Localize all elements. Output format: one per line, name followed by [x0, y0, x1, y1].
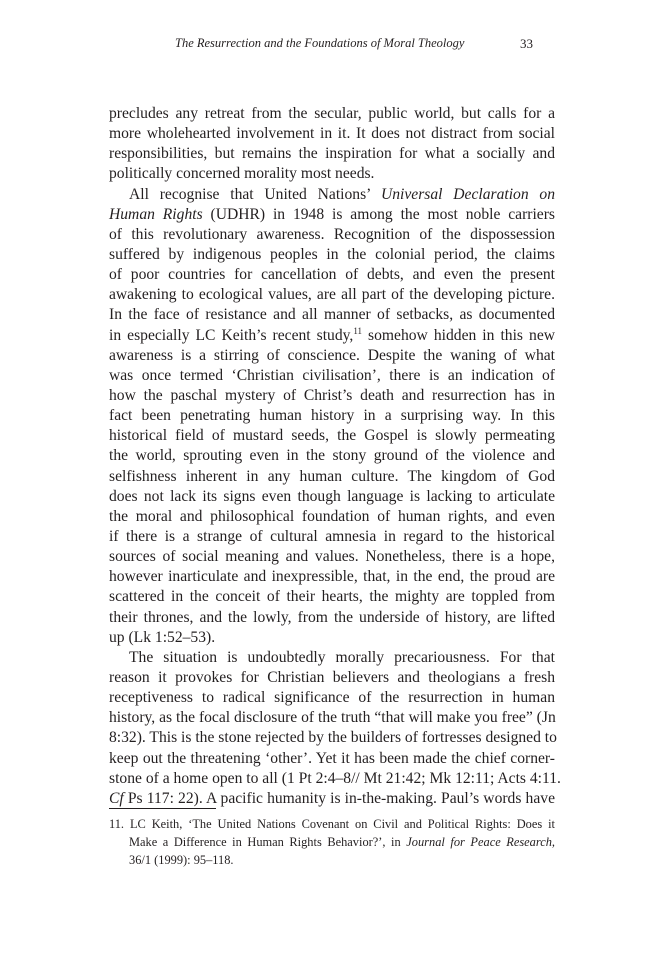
- text-line: was once termed ‘Christian civilisation’, there is an indication of: [109, 366, 555, 384]
- running-head: [0, 36, 650, 54]
- text-line: their thrones, and the lowly, from the underside of history, are lifted: [109, 608, 555, 626]
- text-line: sources of social meaning and values. Nonetheless, there is a hope,: [109, 548, 555, 566]
- udhr-title: Universal Declaration on: [380, 185, 556, 203]
- text-line: of this revolutionary awareness. Recognition of the dispossession: [109, 225, 555, 243]
- text-line: more wholehearted involvement in it. It does not distract from social: [109, 125, 555, 143]
- text-line: keep out the threatening ‘other’. Yet it has been made the chief corner-: [109, 749, 555, 767]
- text-line: receptiveness to radical significance of the resurrection in human: [109, 689, 555, 707]
- footnote-line: Make a Difference in Human Rights Behavior?’, in Journal for Peace Research,: [129, 835, 555, 849]
- text-line: politically concerned morality most needs.: [109, 165, 375, 183]
- text-line: awareness is a stirring of conscience. Despite the waning of what: [109, 346, 555, 364]
- text-line: precludes any retreat from the secular, public world, but calls for a: [109, 105, 555, 122]
- footnote-number: 11.: [109, 817, 125, 831]
- text-line: stone of a home open to all (1 Pt 2:4–8// Mt 21:42; Mk 12:11; Acts 4:11.: [109, 769, 561, 787]
- footnote-line: 11. LC Keith, ‘The United Nations Covenant on Civil and Political Rights: Does it: [109, 817, 555, 831]
- text-line: suffered by indigenous peoples in the colonial period, the claims: [109, 245, 555, 263]
- running-title: The Resurrection and the Foundations of Moral Theology: [175, 36, 465, 50]
- text-line: up (Lk 1:52–53).: [109, 628, 216, 646]
- footnote-line: 36/1 (1999): 95–118.: [129, 853, 234, 867]
- text-line: does not lack its signs even though language is lacking to articulate: [109, 487, 555, 505]
- text-line: 8:32). This is the stone rejected by the builders of fortresses designed to: [109, 729, 557, 747]
- footnote: [109, 815, 555, 869]
- text-line: Cf Ps 117: 22). A pacific humanity is in-the-making. Paul’s words have: [109, 789, 555, 807]
- text-line: history, as the focal disclosure of the truth “that will make you free” (Jn: [109, 709, 556, 727]
- text-line: the moral and philosophical foundation of human rights, and even: [109, 507, 555, 525]
- text-line: scattered in the conceit of their hearts, the mighty are toppled from: [109, 588, 555, 606]
- text-line: fact been penetrating human history in a surprising way. In this: [109, 407, 555, 425]
- text-line: responsibilities, but remains the inspiration for what a socially and: [109, 145, 555, 163]
- body-text: [109, 104, 561, 809]
- text-line: In the face of resistance and all manner of setbacks, as documented: [109, 306, 555, 324]
- text-line: awakening to ecological values, are all part of the developing picture.: [109, 286, 555, 304]
- text-line: Human Rights (UDHR) in 1948 is among the most noble carriers: [109, 205, 555, 223]
- text-line: the world, sprouting even in the stony ground of the violence and: [109, 447, 555, 465]
- journal-title: Journal for Peace Research,: [406, 835, 555, 849]
- text-line: however inarticulate and inexpressible, that, in the end, the proud are: [109, 568, 555, 586]
- text-line: how the paschal mystery of Christ’s death and resurrection has in: [109, 386, 555, 404]
- footnote-rule: [109, 808, 216, 809]
- text-line: All recognise that United Nations’ Universal Declaration on: [129, 185, 556, 203]
- text-line: if there is a strange of cultural amnesia in regard to the historical: [109, 527, 555, 545]
- udhr-title-cont: Human Rights: [109, 205, 203, 223]
- text-line: in especially LC Keith’s recent study,$^{11}$ somehow hidden in this new: [109, 325, 555, 344]
- text-line: historical field of mustard seeds, the Gospel is slowly permeating: [109, 427, 555, 445]
- page-number: 33: [520, 36, 533, 51]
- text-line: of poor countries for cancellation of debts, and even the present: [109, 266, 555, 284]
- footnote-ref: 11: [353, 325, 363, 336]
- text-line: selfishness inherent in any human culture. The kingdom of God: [109, 467, 555, 485]
- cf-abbrev: Cf: [109, 789, 124, 807]
- text-line: The situation is undoubtedly morally precariousness. For that: [129, 648, 555, 666]
- text-line: reason it provokes for Christian believers and theologians a fresh: [109, 668, 555, 686]
